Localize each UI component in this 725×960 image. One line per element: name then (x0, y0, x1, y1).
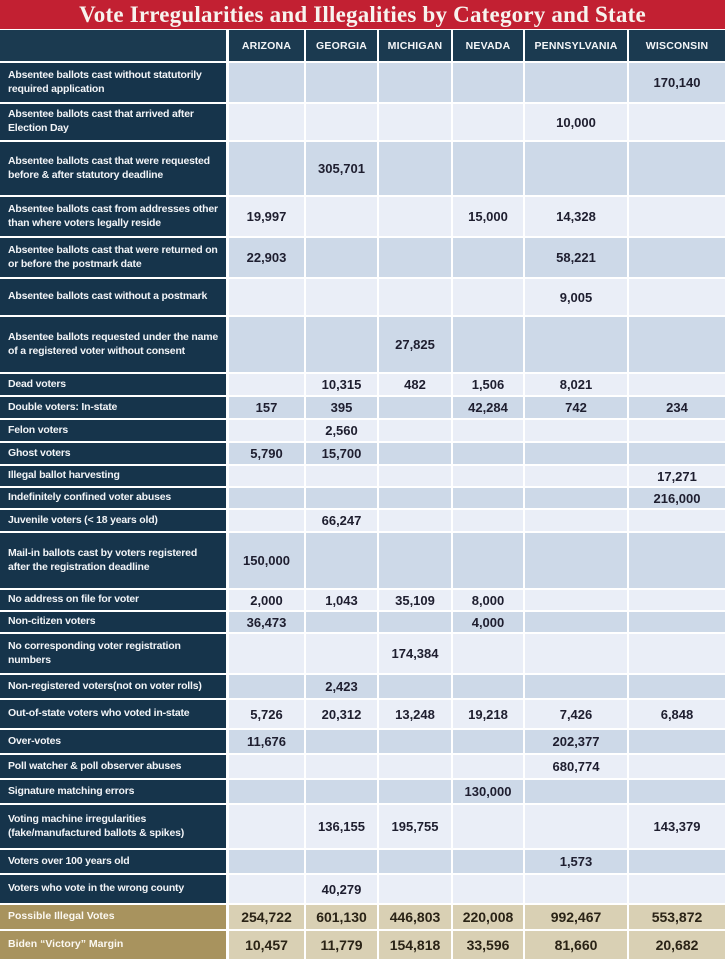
value-cell-wisconsin (629, 142, 725, 195)
value-cell-pennsylvania: 14,328 (525, 197, 629, 236)
row-label: Biden “Victory” Margin (0, 931, 229, 959)
value-cell-nevada (453, 634, 525, 673)
value-cell-pennsylvania: 81,660 (525, 931, 629, 959)
value-cell-michigan (379, 63, 453, 102)
value-cell-arizona (229, 63, 306, 102)
row-label: Mail-in ballots cast by voters registered after the registration deadline (0, 533, 229, 588)
value-cell-wisconsin (629, 197, 725, 236)
row-label: Absentee ballots cast without a postmark (0, 279, 229, 315)
value-cell-arizona (229, 488, 306, 508)
table-row (0, 634, 725, 675)
row-label: Absentee ballots cast that arrived after Election Day (0, 104, 229, 140)
table-row (0, 675, 725, 700)
row-label: No corresponding voter registration numbers (0, 634, 229, 673)
column-header-arizona: ARIZONA (229, 30, 306, 61)
value-cell-michigan (379, 279, 453, 315)
value-cell-pennsylvania (525, 805, 629, 848)
value-cell-arizona (229, 104, 306, 140)
value-cell-arizona: 36,473 (229, 612, 306, 632)
table-row (0, 700, 725, 730)
value-cell-nevada (453, 755, 525, 778)
value-cell-michigan (379, 780, 453, 803)
table-row (0, 466, 725, 488)
value-cell-arizona: 10,457 (229, 931, 306, 959)
value-cell-georgia: 11,779 (306, 931, 379, 959)
table-row (0, 279, 725, 317)
value-cell-nevada: 33,596 (453, 931, 525, 959)
value-cell-michigan (379, 850, 453, 873)
value-cell-wisconsin (629, 850, 725, 873)
value-cell-nevada (453, 420, 525, 441)
row-label: Out-of-state voters who voted in-state (0, 700, 229, 728)
table-row (0, 397, 725, 420)
value-cell-georgia (306, 634, 379, 673)
table-row (0, 805, 725, 850)
row-label: Voters who vote in the wrong county (0, 875, 229, 903)
table-row (0, 63, 725, 104)
value-cell-nevada: 42,284 (453, 397, 525, 418)
value-cell-wisconsin (629, 755, 725, 778)
value-cell-arizona: 19,997 (229, 197, 306, 236)
value-cell-wisconsin (629, 675, 725, 698)
value-cell-michigan (379, 875, 453, 903)
row-label: Juvenile voters (< 18 years old) (0, 510, 229, 531)
table-row (0, 730, 725, 755)
value-cell-michigan (379, 488, 453, 508)
value-cell-georgia: 305,701 (306, 142, 379, 195)
table-row (0, 104, 725, 142)
value-cell-pennsylvania: 10,000 (525, 104, 629, 140)
value-cell-michigan: 446,803 (379, 905, 453, 929)
value-cell-arizona: 254,722 (229, 905, 306, 929)
value-cell-michigan (379, 142, 453, 195)
value-cell-arizona (229, 850, 306, 873)
value-cell-michigan (379, 612, 453, 632)
value-cell-georgia (306, 612, 379, 632)
value-cell-pennsylvania: 9,005 (525, 279, 629, 315)
value-cell-pennsylvania: 742 (525, 397, 629, 418)
row-label: Ghost voters (0, 443, 229, 464)
value-cell-michigan (379, 238, 453, 277)
value-cell-michigan (379, 104, 453, 140)
value-cell-michigan (379, 397, 453, 418)
value-cell-arizona: 157 (229, 397, 306, 418)
row-label: Indefinitely confined voter abuses (0, 488, 229, 508)
value-cell-georgia: 10,315 (306, 374, 379, 395)
value-cell-wisconsin: 170,140 (629, 63, 725, 102)
value-cell-arizona (229, 279, 306, 315)
value-cell-pennsylvania (525, 590, 629, 610)
value-cell-arizona: 5,790 (229, 443, 306, 464)
value-cell-pennsylvania (525, 780, 629, 803)
table-row (0, 374, 725, 397)
value-cell-georgia: 395 (306, 397, 379, 418)
value-cell-pennsylvania: 58,221 (525, 238, 629, 277)
value-cell-nevada: 15,000 (453, 197, 525, 236)
value-cell-arizona (229, 420, 306, 441)
value-cell-georgia (306, 279, 379, 315)
row-label: Non-registered voters(not on voter rolls) (0, 675, 229, 698)
value-cell-michigan (379, 420, 453, 441)
value-cell-michigan: 13,248 (379, 700, 453, 728)
value-cell-wisconsin (629, 317, 725, 372)
value-cell-georgia (306, 104, 379, 140)
value-cell-nevada (453, 279, 525, 315)
value-cell-nevada (453, 238, 525, 277)
value-cell-arizona (229, 805, 306, 848)
row-label: Over-votes (0, 730, 229, 753)
value-cell-pennsylvania (525, 612, 629, 632)
value-cell-georgia (306, 755, 379, 778)
value-cell-wisconsin (629, 279, 725, 315)
table-row (0, 780, 725, 805)
column-header-georgia: GEORGIA (306, 30, 379, 61)
value-cell-nevada: 220,008 (453, 905, 525, 929)
value-cell-georgia: 40,279 (306, 875, 379, 903)
value-cell-wisconsin (629, 780, 725, 803)
value-cell-arizona (229, 780, 306, 803)
value-cell-georgia (306, 63, 379, 102)
value-cell-pennsylvania (525, 875, 629, 903)
value-cell-pennsylvania (525, 488, 629, 508)
value-cell-georgia: 2,423 (306, 675, 379, 698)
value-cell-michigan (379, 466, 453, 486)
row-label: Absentee ballots cast that were requested before & after statutory deadline (0, 142, 229, 195)
row-label: Poll watcher & poll observer abuses (0, 755, 229, 778)
table-totals (0, 905, 725, 959)
value-cell-arizona: 5,726 (229, 700, 306, 728)
value-cell-wisconsin (629, 533, 725, 588)
table-row (0, 238, 725, 279)
value-cell-nevada (453, 443, 525, 464)
row-label: Double voters: In-state (0, 397, 229, 418)
value-cell-georgia (306, 238, 379, 277)
row-label: Dead voters (0, 374, 229, 395)
value-cell-pennsylvania (525, 533, 629, 588)
value-cell-pennsylvania: 992,467 (525, 905, 629, 929)
value-cell-nevada (453, 488, 525, 508)
table-body (0, 63, 725, 905)
table-row (0, 197, 725, 238)
value-cell-pennsylvania (525, 510, 629, 531)
header-spacer (0, 30, 229, 61)
value-cell-nevada (453, 730, 525, 753)
table-row (0, 533, 725, 590)
value-cell-arizona: 22,903 (229, 238, 306, 277)
row-label: Absentee ballots cast from addresses other than where voters legally reside (0, 197, 229, 236)
row-label: Absentee ballots requested under the name of a registered voter without consent (0, 317, 229, 372)
row-label: Voting machine irregularities (fake/manufactured ballots & spikes) (0, 805, 229, 848)
value-cell-nevada (453, 533, 525, 588)
value-cell-arizona (229, 510, 306, 531)
value-cell-michigan (379, 510, 453, 531)
value-cell-georgia: 66,247 (306, 510, 379, 531)
value-cell-wisconsin: 234 (629, 397, 725, 418)
value-cell-wisconsin (629, 634, 725, 673)
row-label: Absentee ballots cast that were returned on or before the postmark date (0, 238, 229, 277)
value-cell-michigan: 174,384 (379, 634, 453, 673)
value-cell-pennsylvania (525, 142, 629, 195)
table-row (0, 590, 725, 612)
value-cell-pennsylvania: 7,426 (525, 700, 629, 728)
value-cell-wisconsin (629, 510, 725, 531)
value-cell-arizona (229, 317, 306, 372)
value-cell-nevada (453, 466, 525, 486)
value-cell-michigan: 195,755 (379, 805, 453, 848)
value-cell-arizona (229, 755, 306, 778)
value-cell-michigan: 27,825 (379, 317, 453, 372)
row-label: Possible Illegal Votes (0, 905, 229, 929)
page-title: Vote Irregularities and Illegalities by Category and State (0, 0, 725, 30)
value-cell-georgia: 20,312 (306, 700, 379, 728)
table-row (0, 612, 725, 634)
table-row (0, 317, 725, 374)
value-cell-arizona (229, 634, 306, 673)
value-cell-arizona: 150,000 (229, 533, 306, 588)
value-cell-arizona (229, 374, 306, 395)
value-cell-wisconsin (629, 374, 725, 395)
value-cell-michigan (379, 675, 453, 698)
table-row (0, 755, 725, 780)
table-row (0, 510, 725, 533)
row-label: Voters over 100 years old (0, 850, 229, 873)
value-cell-pennsylvania (525, 675, 629, 698)
value-cell-georgia: 1,043 (306, 590, 379, 610)
value-cell-arizona: 11,676 (229, 730, 306, 753)
value-cell-pennsylvania (525, 443, 629, 464)
column-header-nevada: NEVADA (453, 30, 525, 61)
table-row (0, 850, 725, 875)
row-label: No address on file for voter (0, 590, 229, 610)
value-cell-wisconsin (629, 730, 725, 753)
value-cell-nevada: 4,000 (453, 612, 525, 632)
value-cell-pennsylvania (525, 466, 629, 486)
value-cell-arizona (229, 142, 306, 195)
value-cell-nevada (453, 875, 525, 903)
value-cell-georgia (306, 780, 379, 803)
value-cell-wisconsin (629, 590, 725, 610)
value-cell-nevada (453, 142, 525, 195)
value-cell-nevada (453, 510, 525, 531)
value-cell-nevada: 130,000 (453, 780, 525, 803)
value-cell-georgia (306, 533, 379, 588)
table-row (0, 488, 725, 510)
value-cell-nevada (453, 104, 525, 140)
value-cell-arizona (229, 675, 306, 698)
value-cell-pennsylvania (525, 420, 629, 441)
value-cell-georgia (306, 730, 379, 753)
value-cell-georgia (306, 317, 379, 372)
value-cell-pennsylvania: 202,377 (525, 730, 629, 753)
value-cell-nevada (453, 63, 525, 102)
value-cell-georgia: 15,700 (306, 443, 379, 464)
value-cell-wisconsin: 17,271 (629, 466, 725, 486)
column-header-pennsylvania: PENNSYLVANIA (525, 30, 629, 61)
value-cell-wisconsin (629, 420, 725, 441)
row-label: Illegal ballot harvesting (0, 466, 229, 486)
value-cell-pennsylvania (525, 317, 629, 372)
value-cell-nevada: 8,000 (453, 590, 525, 610)
row-label: Signature matching errors (0, 780, 229, 803)
value-cell-wisconsin: 216,000 (629, 488, 725, 508)
total-row (0, 905, 725, 931)
value-cell-wisconsin (629, 443, 725, 464)
value-cell-michigan (379, 443, 453, 464)
value-cell-michigan (379, 730, 453, 753)
value-cell-georgia (306, 488, 379, 508)
value-cell-wisconsin: 6,848 (629, 700, 725, 728)
value-cell-michigan (379, 755, 453, 778)
value-cell-georgia: 601,130 (306, 905, 379, 929)
row-label: Felon voters (0, 420, 229, 441)
value-cell-georgia: 2,560 (306, 420, 379, 441)
value-cell-pennsylvania (525, 63, 629, 102)
value-cell-nevada: 19,218 (453, 700, 525, 728)
value-cell-michigan: 154,818 (379, 931, 453, 959)
value-cell-michigan (379, 533, 453, 588)
value-cell-nevada (453, 805, 525, 848)
value-cell-wisconsin: 143,379 (629, 805, 725, 848)
value-cell-nevada (453, 675, 525, 698)
value-cell-wisconsin (629, 875, 725, 903)
value-cell-wisconsin (629, 104, 725, 140)
column-header-wisconsin: WISCONSIN (645, 39, 709, 52)
value-cell-georgia (306, 466, 379, 486)
value-cell-arizona (229, 466, 306, 486)
value-cell-arizona (229, 875, 306, 903)
value-cell-wisconsin (629, 238, 725, 277)
value-cell-nevada: 1,506 (453, 374, 525, 395)
value-cell-pennsylvania (525, 634, 629, 673)
value-cell-nevada (453, 850, 525, 873)
value-cell-pennsylvania: 680,774 (525, 755, 629, 778)
value-cell-georgia (306, 850, 379, 873)
table-row (0, 142, 725, 197)
value-cell-wisconsin (629, 612, 725, 632)
value-cell-michigan: 35,109 (379, 590, 453, 610)
table-row (0, 443, 725, 466)
value-cell-wisconsin: 20,682 (629, 931, 725, 959)
value-cell-nevada (453, 317, 525, 372)
row-label: Non-citizen voters (0, 612, 229, 632)
value-cell-georgia: 136,155 (306, 805, 379, 848)
row-label: Absentee ballots cast without statutorily required application (0, 63, 229, 102)
value-cell-arizona: 2,000 (229, 590, 306, 610)
value-cell-michigan (379, 197, 453, 236)
table-row (0, 420, 725, 443)
value-cell-michigan: 482 (379, 374, 453, 395)
value-cell-wisconsin: 553,872 (629, 905, 725, 929)
value-cell-pennsylvania: 1,573 (525, 850, 629, 873)
total-row (0, 931, 725, 959)
table-row (0, 875, 725, 905)
value-cell-pennsylvania: 8,021 (525, 374, 629, 395)
column-header-michigan: MICHIGAN (379, 30, 453, 61)
table-header (0, 30, 725, 63)
value-cell-georgia (306, 197, 379, 236)
